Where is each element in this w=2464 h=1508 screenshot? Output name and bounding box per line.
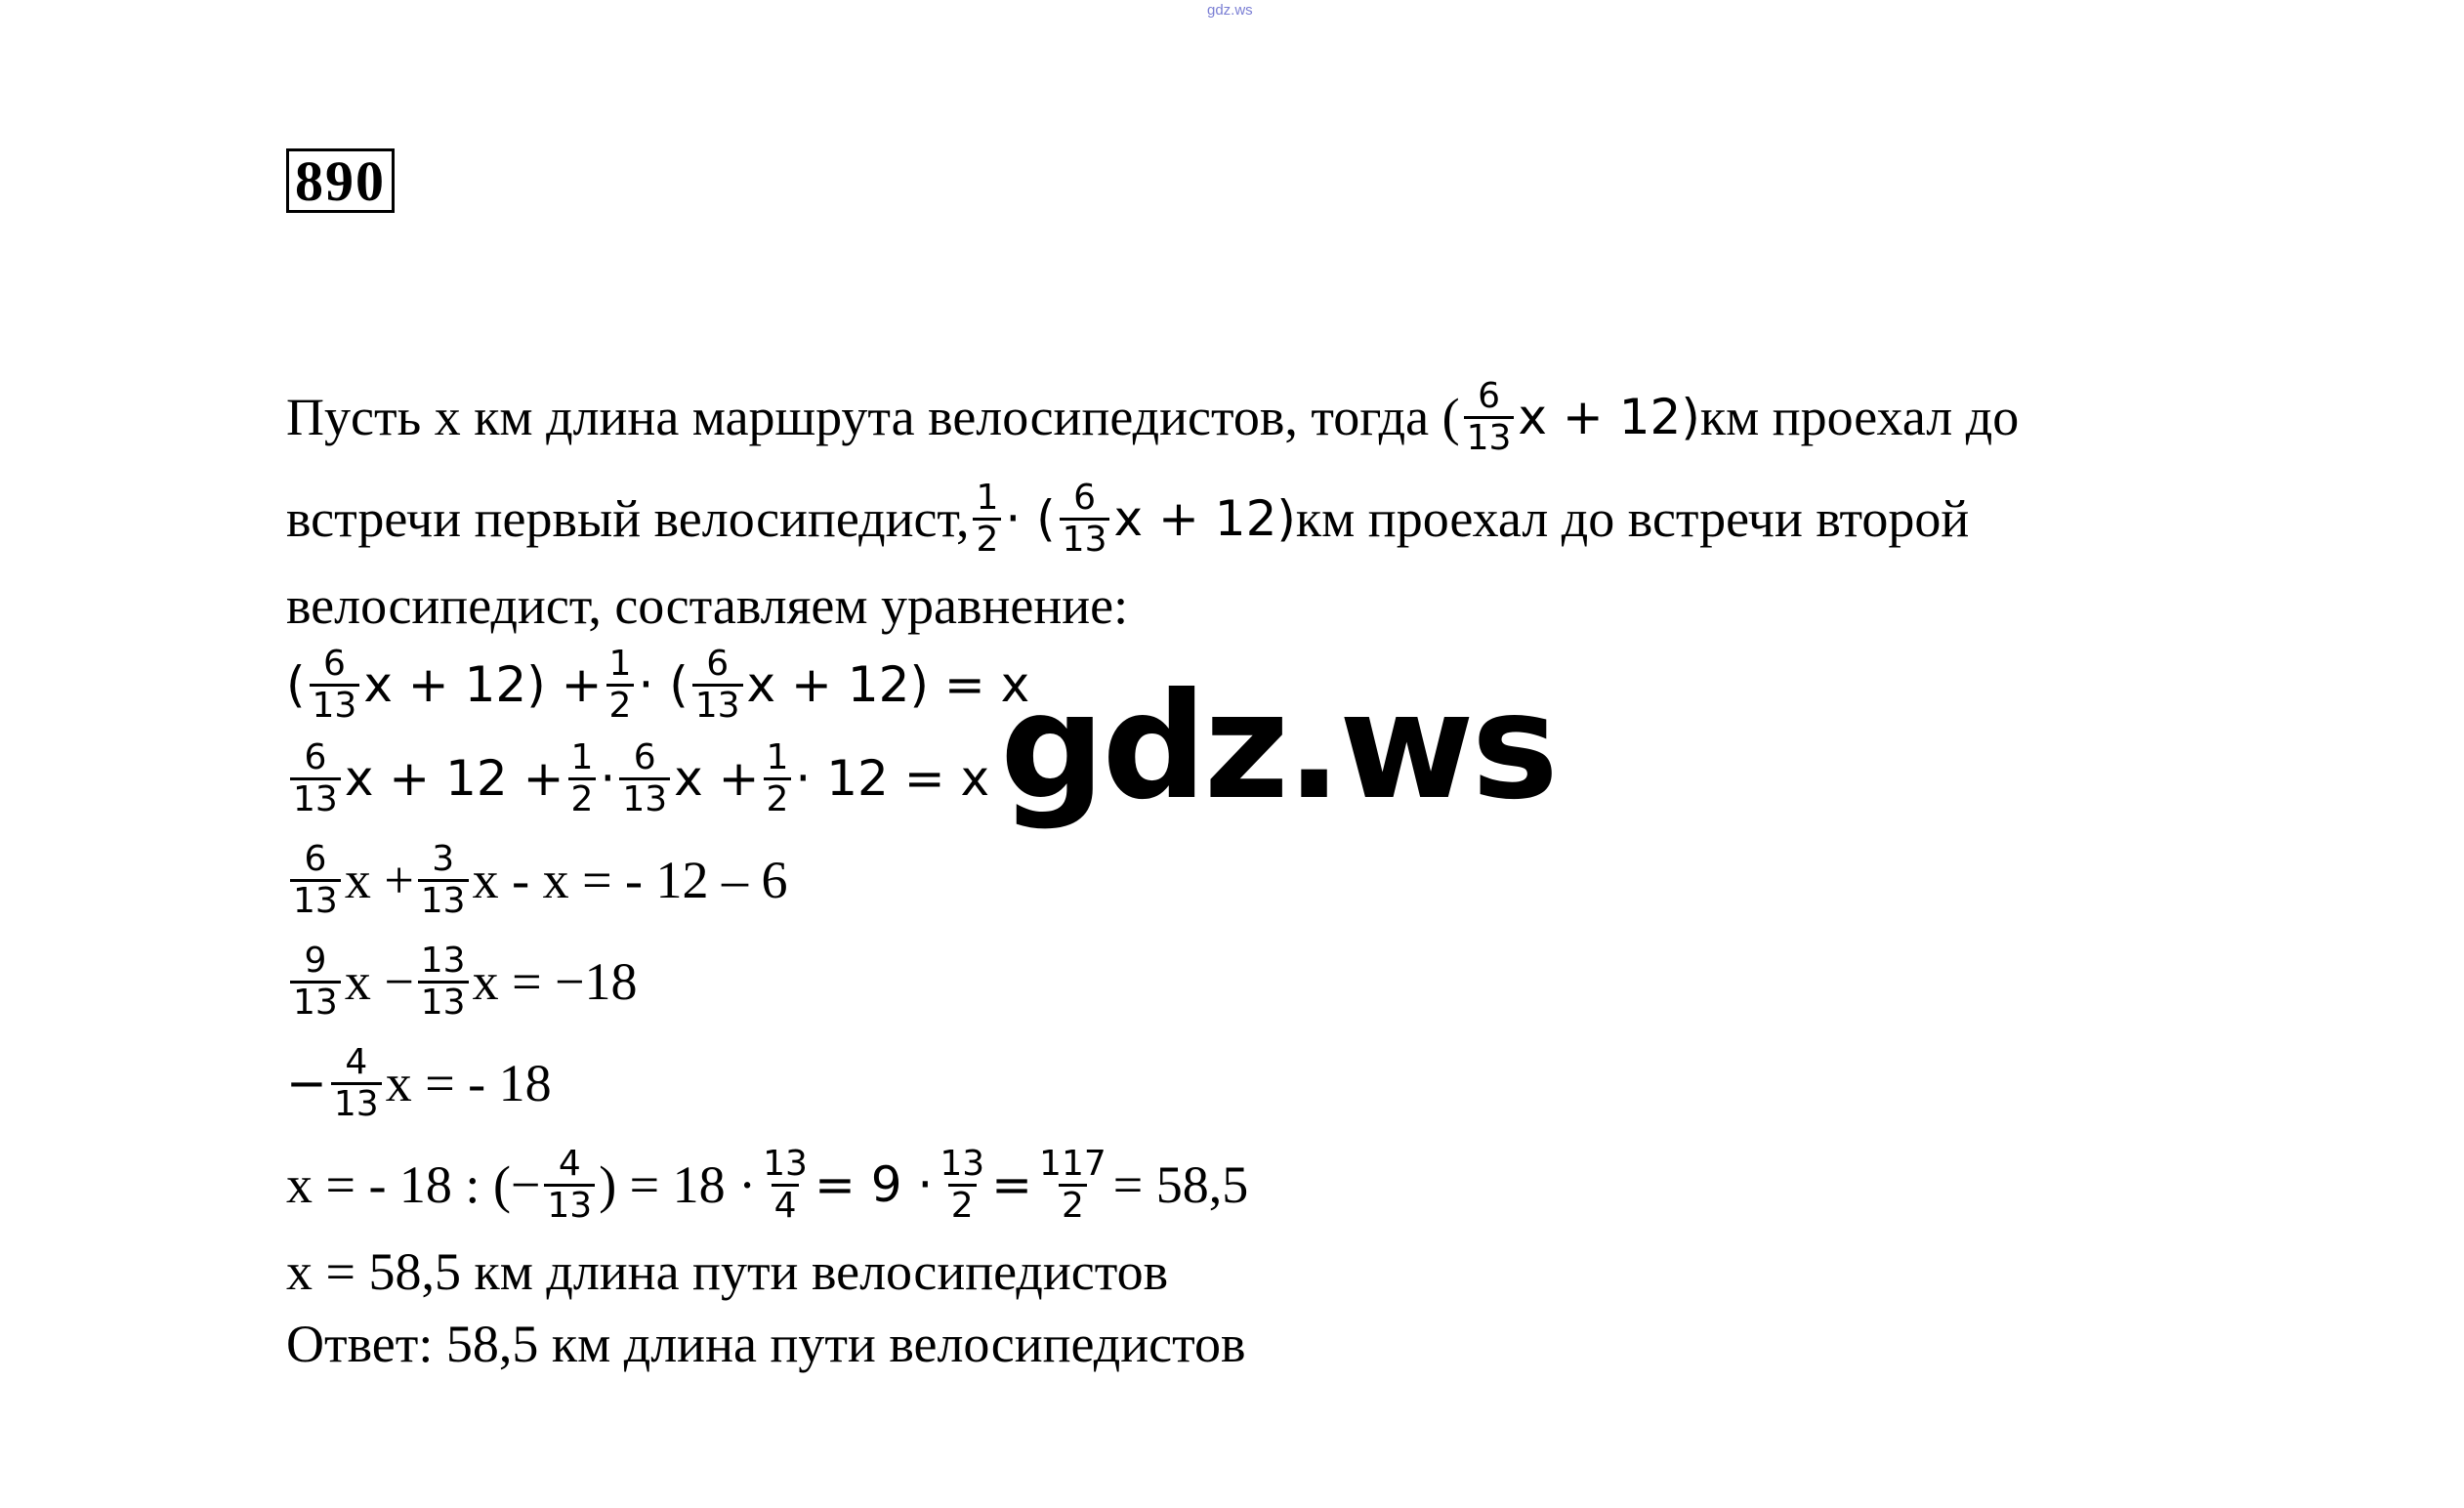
denominator: 2 (1059, 1184, 1087, 1226)
solution-text (286, 366, 2239, 1380)
fraction-13-4 (760, 1145, 811, 1226)
numerator: 4 (345, 1041, 368, 1082)
denominator: 13 (1464, 416, 1515, 458)
text-segment: км проехал до встречи второй (1295, 489, 1970, 548)
fraction-117-2 (1036, 1145, 1109, 1226)
denominator: 2 (948, 1184, 977, 1226)
math-segment: x = - 18 (385, 1054, 552, 1112)
math-segment: x + 12 + (344, 750, 564, 807)
fraction-4-13 (331, 1043, 382, 1124)
solution-line-2 (286, 468, 2239, 569)
equation-line-4 (286, 931, 2239, 1032)
text-segment: встречи первый велосипедист, (286, 489, 970, 548)
fraction-13-13 (418, 942, 469, 1023)
numerator: 4 (558, 1143, 581, 1184)
math-segment: = 9 · (814, 1156, 934, 1213)
math-segment: x = - 18 : (− (286, 1155, 541, 1214)
text-segment: Пусть х км длина маршрута велосипедистов, тогда ( (286, 388, 1460, 446)
fraction-9-13 (290, 942, 341, 1023)
equation-line-6 (286, 1134, 2239, 1236)
solution-line-7 (286, 1236, 2239, 1308)
text-segment: км проехал до (1699, 388, 2020, 446)
denominator: 13 (692, 684, 743, 726)
denominator: 2 (568, 777, 597, 819)
numerator: 117 (1039, 1143, 1107, 1184)
denominator: 13 (418, 981, 469, 1023)
math-segment: x + 12) = x (746, 656, 1030, 713)
fraction-1-2 (606, 645, 635, 726)
denominator: 13 (331, 1082, 382, 1124)
math-segment: − (286, 1055, 327, 1111)
fraction-1-2 (568, 738, 597, 819)
denominator: 13 (310, 684, 360, 726)
numerator: 6 (304, 736, 327, 777)
denominator: 2 (764, 777, 792, 819)
numerator: 1 (608, 643, 632, 684)
math-segment: x + 12) (1113, 490, 1296, 547)
numerator: 13 (940, 1143, 985, 1184)
equation-line-3 (286, 829, 2239, 931)
denominator: 13 (619, 777, 670, 819)
math-segment: x + 12) (1518, 389, 1700, 445)
numerator: 13 (763, 1143, 808, 1184)
math-segment: ) = 18 · (599, 1155, 757, 1214)
fraction-3-13 (418, 840, 469, 921)
denominator: 13 (290, 777, 341, 819)
denominator: 13 (1060, 518, 1110, 560)
math-segment: · ( (1005, 490, 1056, 547)
fraction-6-13 (1060, 479, 1110, 560)
math-segment: · 12 = x (795, 750, 990, 807)
math-segment: x − (344, 952, 414, 1011)
fraction-6-13 (1464, 377, 1515, 458)
math-segment: x + 12) + (363, 656, 603, 713)
math-segment: x - x = - 12 – 6 (472, 851, 788, 909)
fraction-6-13 (290, 738, 341, 819)
math-segment: x + (344, 851, 414, 909)
math-segment: x + (674, 750, 760, 807)
math-segment: x = −18 (472, 952, 638, 1011)
top-site-mark: gdz.ws (1207, 2, 1253, 19)
numerator: 6 (706, 643, 730, 684)
denominator: 13 (418, 879, 469, 921)
fraction-4-13 (544, 1145, 595, 1226)
numerator: 1 (570, 736, 594, 777)
denominator: 13 (544, 1184, 595, 1226)
answer-line (286, 1308, 2239, 1380)
denominator: 4 (772, 1184, 800, 1226)
denominator: 13 (290, 879, 341, 921)
fraction-1-2 (973, 479, 1001, 560)
numerator: 6 (633, 736, 656, 777)
numerator: 6 (1073, 477, 1097, 518)
numerator: 13 (420, 940, 466, 981)
solution-line-3 (286, 569, 2239, 642)
solution-line-1 (286, 366, 2239, 468)
fraction-1-2 (764, 738, 792, 819)
numerator: 9 (304, 940, 327, 981)
denominator: 2 (606, 684, 635, 726)
text-segment: x = 58,5 км длина пути велосипедистов (286, 1242, 1169, 1301)
math-segment: · (600, 750, 616, 807)
equation-line-5 (286, 1032, 2239, 1134)
text-segment: велосипедист, составляем уравнение: (286, 576, 1129, 635)
numerator: 6 (322, 643, 346, 684)
math-segment: · ( (638, 656, 689, 713)
numerator: 1 (766, 736, 789, 777)
denominator: 2 (973, 518, 1001, 560)
math-segment: = 58,5 (1112, 1155, 1249, 1214)
numerator: 6 (304, 838, 327, 879)
fraction-13-2 (937, 1145, 987, 1226)
fraction-6-13 (310, 645, 360, 726)
math-segment: = (991, 1156, 1033, 1213)
text-segment: Ответ: 58,5 км длина пути велосипедистов (286, 1315, 1246, 1373)
problem-number-box: 890 (286, 148, 395, 213)
fraction-6-13 (290, 840, 341, 921)
fraction-6-13 (619, 738, 670, 819)
numerator: 3 (432, 838, 455, 879)
watermark-logo: gdz.ws (1000, 662, 1556, 832)
fraction-6-13 (692, 645, 743, 726)
denominator: 13 (290, 981, 341, 1023)
math-segment: ( (286, 656, 306, 713)
numerator: 6 (1478, 375, 1500, 416)
numerator: 1 (976, 477, 999, 518)
